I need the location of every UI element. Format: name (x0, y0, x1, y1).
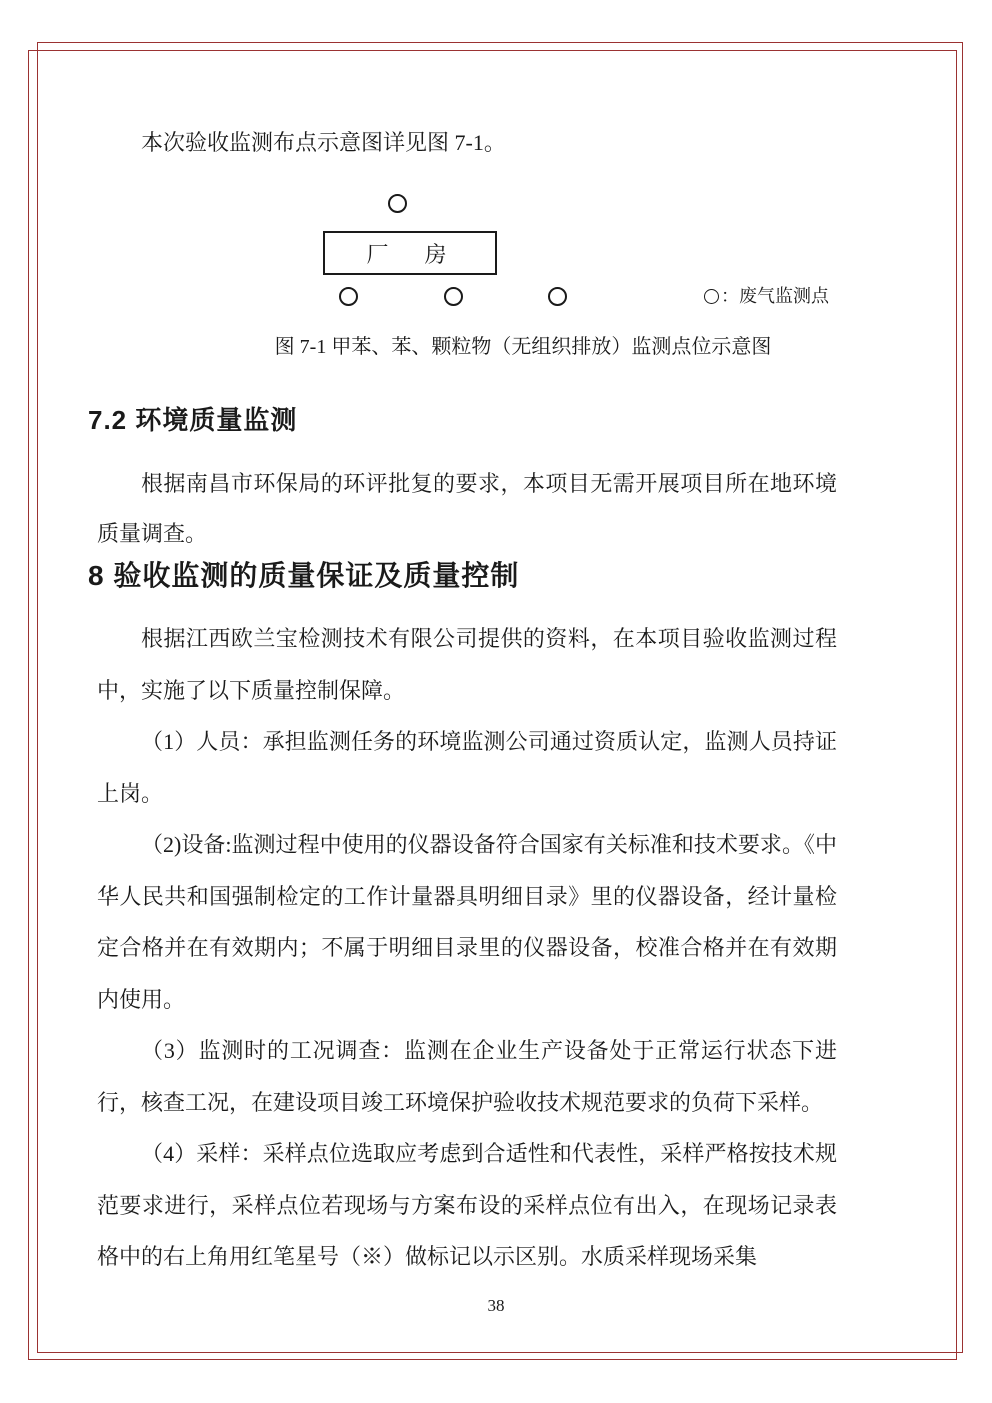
page-number: 38 (487, 1296, 505, 1315)
monitoring-point-icon (444, 287, 463, 306)
monitoring-point-icon (339, 287, 358, 306)
legend-label: ：废气监测点 (721, 286, 829, 306)
monitoring-point-icon (388, 194, 407, 213)
section-heading-8: 8 验收监测的质量保证及质量控制 (88, 560, 520, 591)
section-8-paragraph: （1）人员：承担监测任务的环境监测公司通过资质认定，监测人员持证上岗。 (97, 729, 837, 806)
section-7-2-paragraph: 根据南昌市环保局的环评批复的要求，本项目无需开展项目所在地环境质量调查。 (97, 471, 837, 546)
factory-building-label: 厂 房 (366, 241, 454, 267)
section-heading-7-2: 7.2 环境质量监测 (88, 405, 298, 435)
monitoring-point-icon (548, 287, 567, 306)
section-8-body (97, 613, 837, 1283)
intro-paragraph: 本次验收监测布点示意图详见图 7-1。 (141, 130, 506, 155)
figure-legend (704, 287, 829, 305)
legend-circle-icon (704, 289, 719, 304)
section-8-paragraph: （2)设备:监测过程中使用的仪器设备符合国家有关标准和技术要求。《中华人民共和国强制检定的工作计量器具明细目录》里的仪器设备，经计量检定合格并在有效期内；不属于明细目录里的仪器设备，校准合格并在有效期内使用。 (97, 832, 837, 1012)
section-8-paragraph: （4）采样：采样点位选取应考虑到合适性和代表性，采样严格按技术规范要求进行，采样点位若现场与方案布设的采样点位有出入，在现场记录表格中的右上角用红笔星号（※）做标记以示区别。水质采样现场采集 (97, 1141, 837, 1269)
factory-building-box (323, 231, 497, 275)
section-8-paragraph: 根据江西欧兰宝检测技术有限公司提供的资料，在本项目验收监测过程中，实施了以下质量控制保障。 (97, 626, 837, 703)
figure-caption: 图 7-1 甲苯、苯、颗粒物（无组织排放）监测点位示意图 (274, 336, 772, 358)
section-8-paragraph: （3）监测时的工况调查：监测在企业生产设备处于正常运行状态下进行，核查工况，在建设项目竣工环境保护验收技术规范要求的负荷下采样。 (97, 1038, 837, 1115)
